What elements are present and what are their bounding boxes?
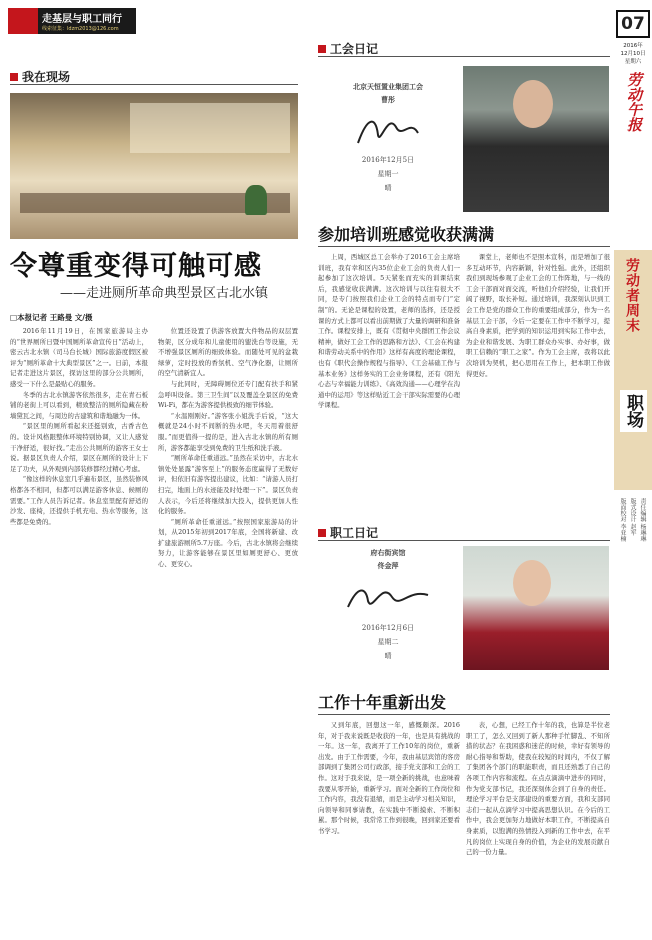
divider <box>318 246 610 247</box>
paper-name: 劳动午报 <box>625 72 643 132</box>
paragraph: 位置还设置了供游客放置大件物品的双层置物架，区分成年和儿童使用的盥洗台等设施，无不增强景区厕所的细致体验。而随处可见的盆栽绿萝，定时投放的香氛机、空气净化器，让厕所的空气清新宜人。 <box>158 327 298 378</box>
section-title: 工会日记 <box>330 42 379 56</box>
card-weather: 晴 <box>384 184 392 192</box>
card-date: 2016年12月6日 <box>361 624 415 632</box>
worker-column-2 <box>466 720 610 934</box>
card-org: 府右街宾馆 <box>370 549 406 557</box>
card-weekday: 星期二 <box>377 638 399 646</box>
card-weather: 晴 <box>384 652 392 660</box>
issue-day: 12月10日 <box>620 51 646 57</box>
masthead <box>8 8 136 34</box>
signature-icon <box>318 105 458 155</box>
card-name: 曹彤 <box>381 96 395 104</box>
editor-credit: 责任编辑 杨琳琳 <box>639 498 646 542</box>
divider <box>318 714 610 715</box>
issue-weekday: 星期六 <box>624 59 642 65</box>
section-square-icon <box>10 73 18 81</box>
issue-year: 2016年 <box>623 43 643 49</box>
section-square-icon <box>318 529 326 537</box>
paragraph: “水温刚刚好。”游客张小姐洗手后说，“这大概就是24小时不间断的热水吧，冬天用着很舒服。”而更值得一提的是，进入古北水镇的所有厕所，游客都能享受到免费的卫生纸和洗手液。 <box>158 411 298 452</box>
left-headline: 令尊重变得可触可感 <box>10 251 262 282</box>
paragraph: 又到年底，回想这一年，感慨颇深。2016年，对于我来说既是收获的一年，也是具有挑战的一年。这一年，我离开了工作10年的岗位，重新出发。由于工作需要，今年，我由基层宾馆的客房部调到了集团公司行政部，接手党支部和工会的工作。这对于我来说，是一项全新的挑战，也意味着我要从零开始，重新学习。面对全新的工作岗位和工作内容，我没有退缩，而是主动学习相关知识，向领导和同事请教，在实践中不断摸索、不断积累。那个时候，我常常工作到很晚，回到家还要看书学习。 <box>318 721 460 835</box>
section-header-union <box>318 40 378 57</box>
author-photo-worker <box>463 546 609 670</box>
masthead-logo-icon <box>8 8 38 34</box>
left-byline: □本报记者 王路曼 文/摄 <box>10 313 93 322</box>
designer-credit: 版式设计 赵军 <box>629 498 636 536</box>
paragraph: “像这样的休息室几乎遍布景区，虽然装修风格都各不相同，但都可以满足游客休息、候厕的需要。”工作人员告诉记者。休息室里配有舒适的沙发、座椅，还提供手机充电、热水等服务，这些都是免费的。 <box>10 475 148 526</box>
diary-card-worker <box>318 546 458 686</box>
page-strip <box>614 0 652 940</box>
left-column-2 <box>158 326 298 934</box>
card-weekday: 星期一 <box>377 170 399 178</box>
divider <box>318 540 610 541</box>
column-name: 劳动者周末 <box>624 258 640 333</box>
masthead-contact: 线索征集：ldzm2013@126.com <box>42 26 119 32</box>
worker-headline: 工作十年重新出发 <box>318 693 447 712</box>
paragraph: 表，心想，已经工作十年的我，也算是半位老职工了，怎么又回到了新人那种手忙脚乱、不知所措的状态？在我困惑和迷茫的时候，幸好有领导的耐心指导和帮助，使我在较短的时间内，不仅了解了集团各个部门的职能职责，而且还熟悉了自己的各项工作内容和流程。在点点滴滴中进步的同时，作为党支部书记，我还深刻体会到了自身的责任。理论学习平台是支部建设的重要方面，我和支部同志们一起从点滴学习中提高思想认识。在今后的工作中，我会更加努力地做好本职工作，不断提高自身素质，以饱满的热情投入到新的工作中去，在平凡的岗位上实现自身的价值，为企业的发展贡献自己的一份力量。 <box>466 721 610 857</box>
paragraph: 冬季的古北水镇游客依然很多，走在青石板铺的老街上可以看到，精致整洁的厕所隐藏在粉墙黛瓦之间，与周边的古建筑和谐地融为一体。 <box>10 390 148 420</box>
paragraph: “厕所革命任重道远。”按照国家旅游局的计划，从2015年初到2017年底，全国将新建、改扩建旅游厕所5.7万座。今后，古北水镇将会继续努力，让游客能够在景区里如厕更舒心、更放心、更安心。 <box>158 517 298 569</box>
column-label-box <box>614 250 652 490</box>
union-headline: 参加培训班感觉收获满满 <box>318 225 495 244</box>
paragraph: “景区里的厕所看起来还挺别致，古香古色的。设计风格跟整体环境特别协调，又让人感觉干净舒适，很好找。”走出公共厕所的游客王女士说。据景区负责人介绍，景区在厕所的设计上下足了功夫，从外观到内部装修都经过精心考虑。 <box>10 422 148 473</box>
section-header-worker <box>318 524 378 541</box>
card-name: 佟金萍 <box>377 562 399 570</box>
left-subhead: ——走进厕所革命典型景区古北水镇 <box>60 286 269 301</box>
author-photo-union <box>463 66 609 212</box>
issue-date <box>614 42 652 66</box>
proof-credit: 版面校对 李亚楠 <box>619 498 626 542</box>
paragraph: 2016年11月19日，在国家旅游局主办的“世界厕所日暨中国厕所革命宣传日”活动上，密云古北水镇（司马台长城）国际旅游度假区被评为“厕所革命十大典型景区”之一。日前，本报记者走进这片景区，探访这里的部分公共厕所，感受一下什么是最贴心的服务。 <box>10 327 148 388</box>
page-number: 07 <box>616 10 650 38</box>
worker-column-1 <box>318 720 460 934</box>
signature-icon <box>318 571 458 623</box>
divider <box>318 56 610 57</box>
paragraph: 与此同时，无障碍厕位还专门配有扶手和紧急呼叫设备。第三卫生间“以及覆盖全景区的免费Wi-Fi，都在为游客提供极致的细节体验。 <box>158 379 298 410</box>
card-date: 2016年12月5日 <box>361 156 415 164</box>
union-column-1 <box>318 252 460 508</box>
left-column-1 <box>10 326 148 934</box>
union-column-2 <box>466 252 610 508</box>
divider <box>10 84 298 85</box>
section-header-left <box>10 68 70 85</box>
diary-card-union <box>318 62 458 212</box>
restroom-photo <box>10 93 298 239</box>
paragraph: “厕所革命任重道远。”虽然在采访中，古北水镇处处显露“游客至上”的服务态度赢得了无数好评，但依旧有游客提出建议，比如：“请游人员打扫完，地面上的水迹能及时处理一下”。景区负责人表示，今后还将继续加大投入，提供更加人性化的服务。 <box>158 454 298 516</box>
section-title: 职工日记 <box>330 526 379 540</box>
paragraph: 上周，西城区总工会举办了2016工会主席培训班，我有幸和区内35位企业工会的负责人们一起参加了这次培训。5天紧张而充实的训课结束后，我感觉收获满满。这次培训与以往有很大不同，是专门按照我们企业工会的特点而专门“定制”的。无论是课程的设置，老师的选择，还是授课的方式上都可以看出前期做了大量的调研和准备工作。课程安排上，既有《贯彻中央群团工作会议精神，做好工会工作的思路和方法》、《工会在构建和谐劳动关系中的作用》这样有高度的理论课程，也有《职代会操作规程与指导》、《工会基础工作与基本业务》这样务实的工会业务课程，还有《阳光心态与幸福能力训练》、《高效沟通——心理学在沟通中的运用》等这样贴近工会干部实际需要的心理学课程。 <box>318 253 460 410</box>
card-org: 北京天恒置业集团工会 <box>353 83 423 91</box>
paragraph: 课堂上，老师也不是照本宣科，而是增加了很多互动环节，内容新颖，针对性强。此外，还组织我们到现场参观了企业工会的工作阵地，与一线的工会干部面对面交流，听他们介绍经验，让我们开阔了视野，取长补短。通过培训，我深刻认识到工会工作是党的群众工作的重要组成部分，作为一名基层工会干部，今后一定要在工作中不断学习，提高自身素质，把学到的知识运用到实际工作中去，为企业和谐发展、为职工群众办实事、办好事，做职工信赖的“职工之家”。作为工会主席，我将以此次培训为契机，把心思用在工作上，把本职工作做得更好。 <box>466 253 610 378</box>
section-square-icon <box>318 45 326 53</box>
column-tag: 职场 <box>620 390 647 432</box>
section-title: 我在现场 <box>22 70 71 84</box>
masthead-title: 走基层与职工同行 <box>42 14 122 25</box>
